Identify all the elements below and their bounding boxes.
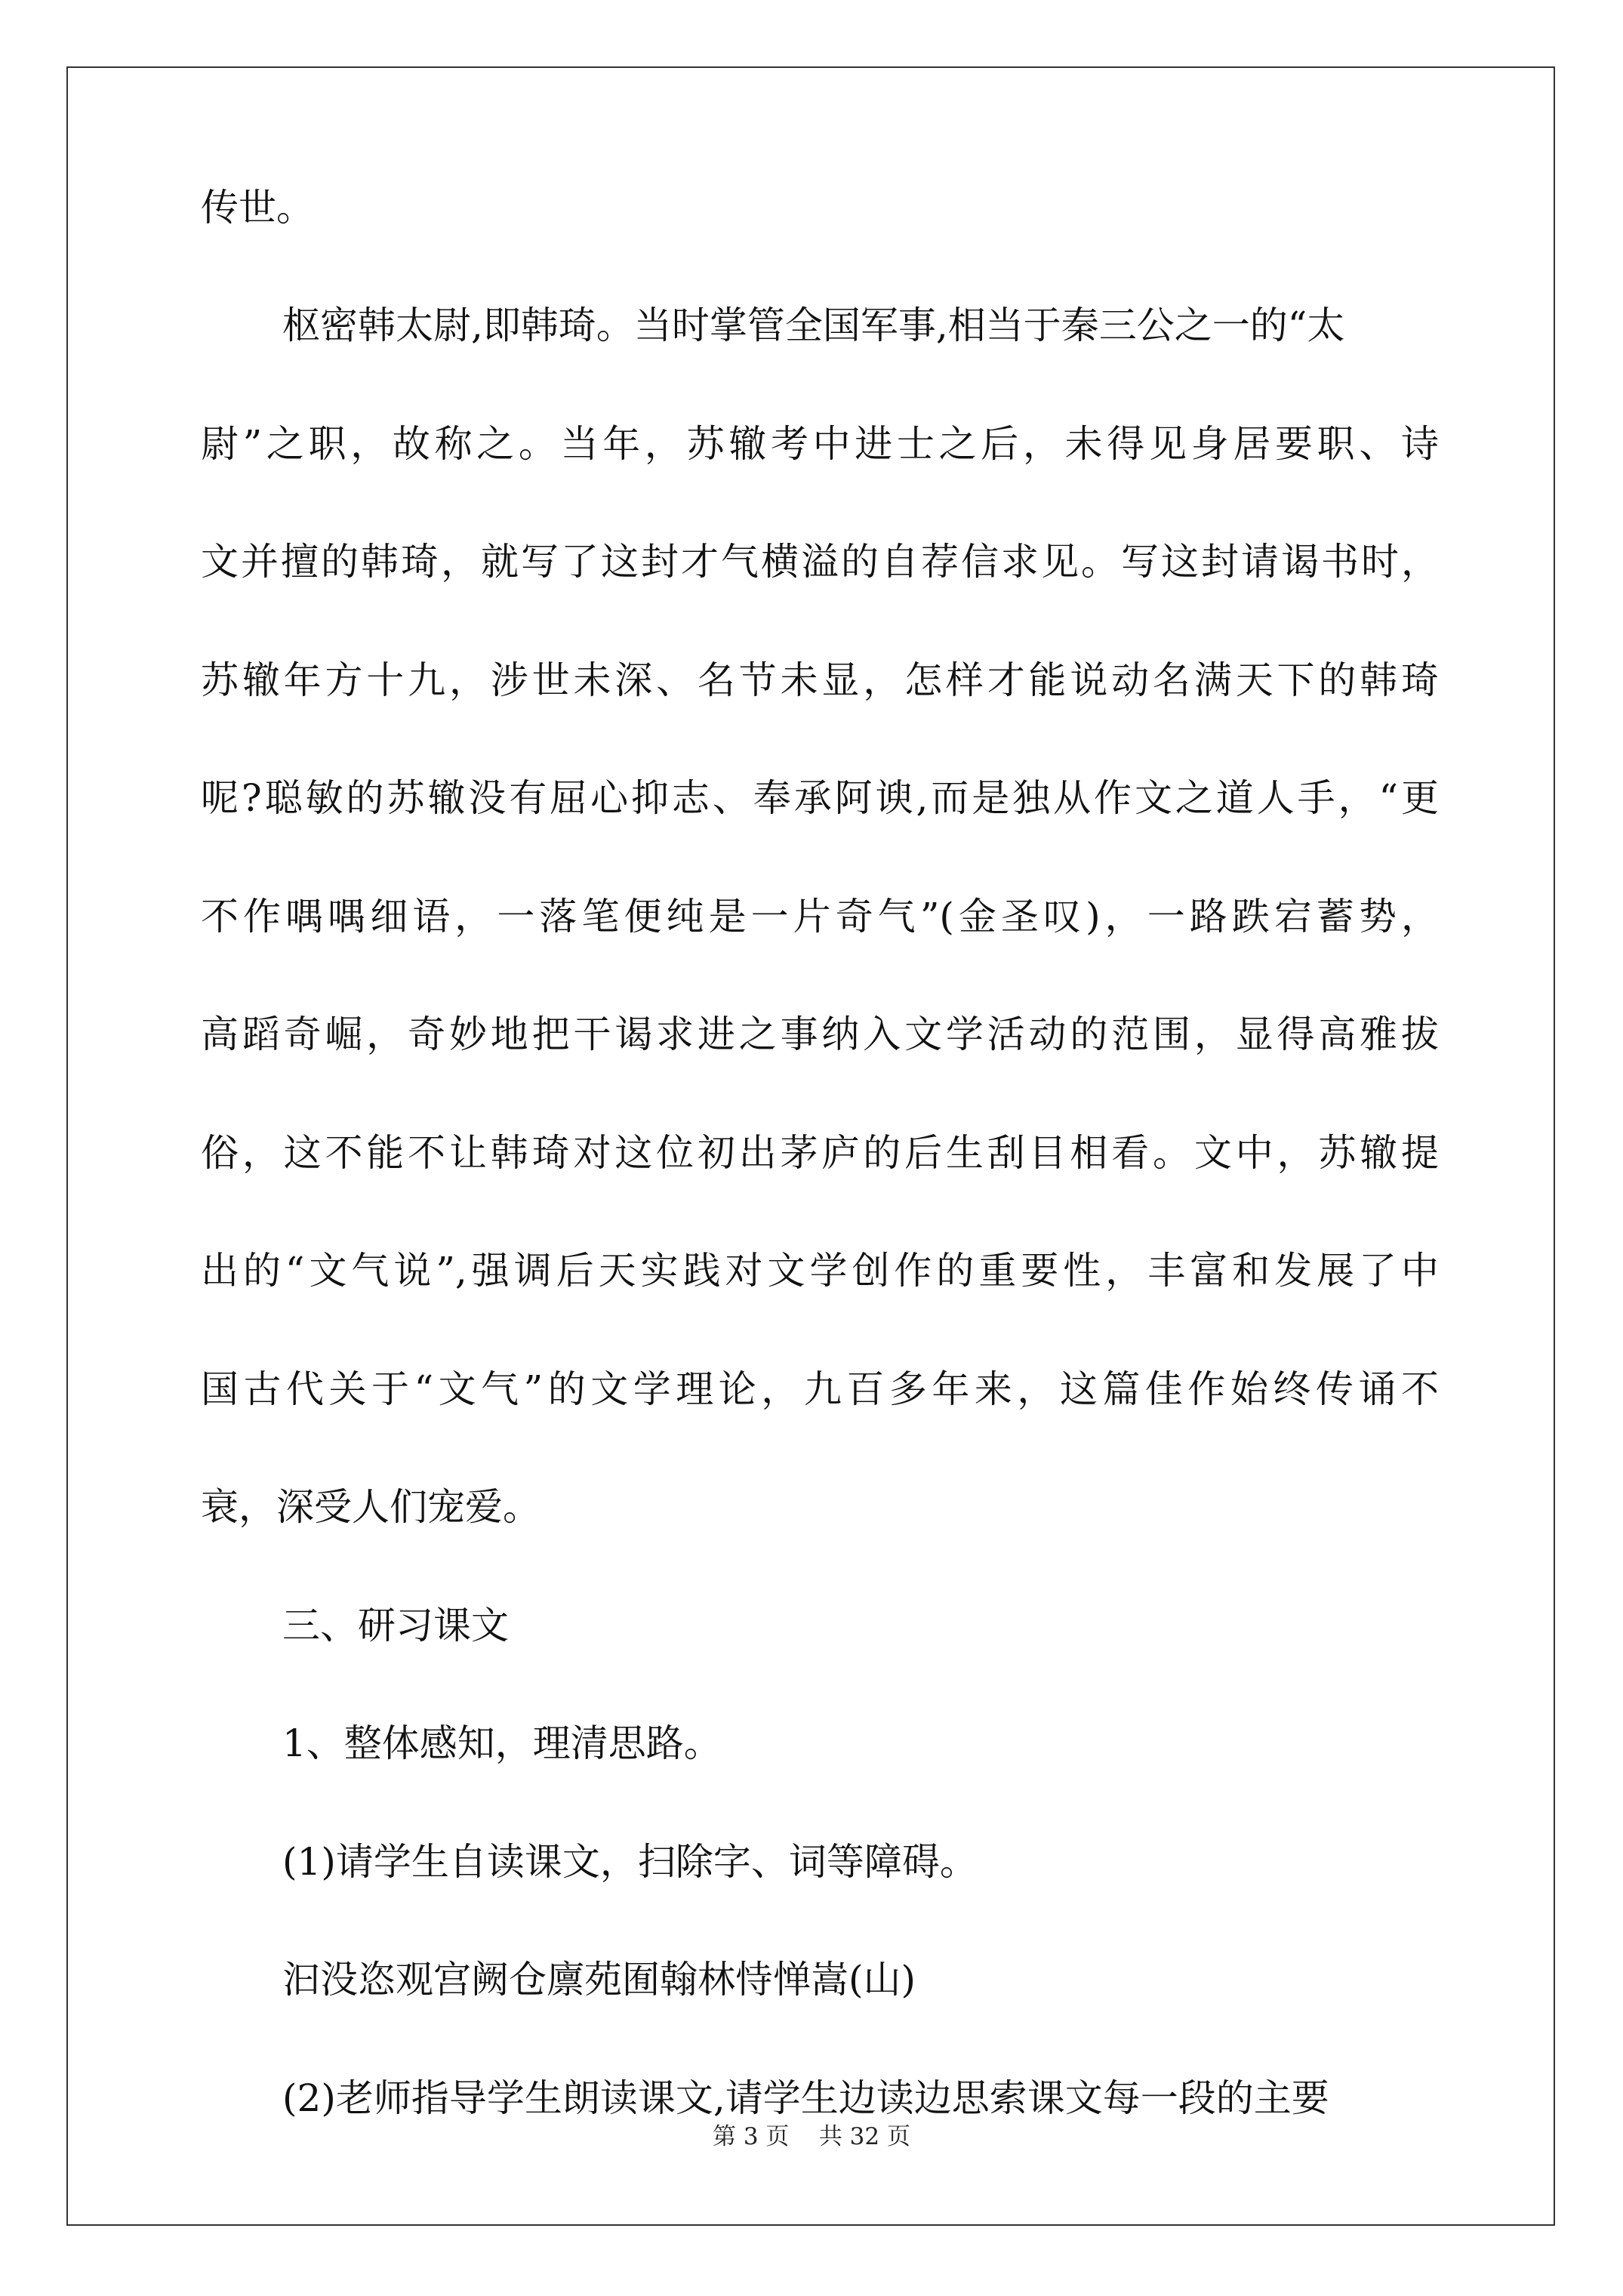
section-heading: 三、研习课文 <box>282 1604 509 1647</box>
text-line: 衰，深受人们宠爱。 <box>201 1485 540 1529</box>
text-line: 俗，这不能不让韩琦对这位初出茅庐的后生刮目相看。文中，苏辙提 <box>201 1131 1439 1175</box>
text-line: 苏辙年方十九，涉世未深、名节未显，怎样才能说动名满天下的韩琦 <box>201 658 1439 702</box>
text-line: 高蹈奇崛，奇妙地把干谒求进之事纳入文学活动的范围，显得高雅拔 <box>201 1012 1439 1056</box>
text-line: 呢?聪敏的苏辙没有屈心抑志、奉承阿谀,而是独从作文之道人手，“更 <box>201 776 1439 820</box>
text-line: 枢密韩太尉,即韩琦。当时掌管全国军事,相当于秦三公之一的“太 <box>282 304 1345 347</box>
page-footer: 第 3 页 共 32 页 <box>712 2123 910 2150</box>
text-line: 1、整体感知，理清思路。 <box>282 1721 722 1765</box>
text-line: (2)老师指导学生朗读课文,请学生边读边思索课文每一段的主要 <box>282 2076 1329 2120</box>
text-line: 国古代关于“文气”的文学理论，九百多年来，这篇佳作始终传诵不 <box>201 1367 1439 1411</box>
text-line: 文并擅的韩琦，就写了这封才气横溢的自荐信求见。写这封请谒书时， <box>201 540 1439 584</box>
text-line: 不作喁喁细语，一落笔便纯是一片奇气”(金圣叹)，一路跌宕蓄势， <box>201 895 1439 938</box>
text-line: 尉”之职，故称之。当年，苏辙考中进士之后，未得见身居要职、诗 <box>201 422 1439 466</box>
text-line: 传世。 <box>201 186 314 230</box>
text-line: 出的“文气说”,强调后天实践对文学创作的重要性，丰富和发展了中 <box>201 1249 1439 1293</box>
text-line: 汩没恣观宫阙仓廪苑囿翰林恃惮嵩(山) <box>282 1958 916 2002</box>
text-line: (1)请学生自读课文，扫除字、词等障碍。 <box>282 1840 978 1884</box>
